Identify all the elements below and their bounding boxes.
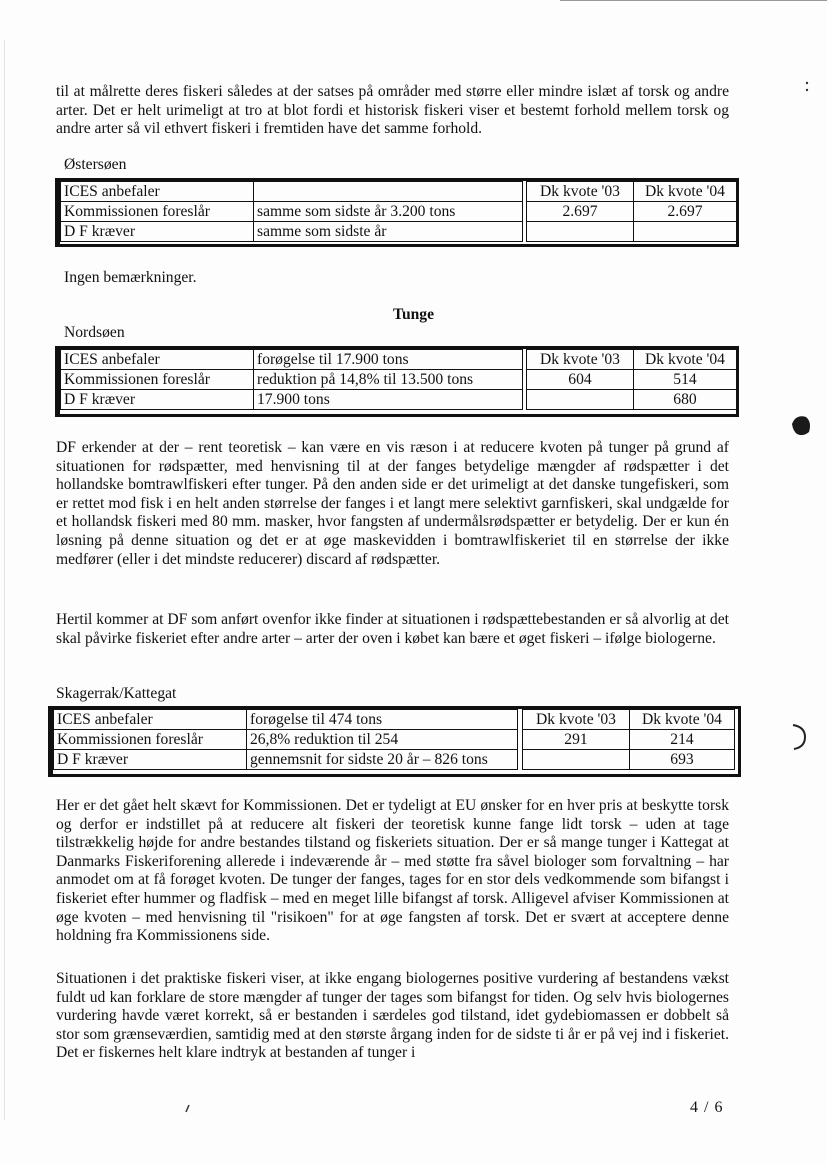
- quota-header: Dk kvote '04: [634, 182, 737, 202]
- row-label: D F kræver: [54, 750, 247, 770]
- quota-value: 291: [523, 730, 630, 750]
- quota-value: [634, 222, 737, 242]
- table-row: [523, 710, 735, 730]
- paragraph-df-erkender: DF erkender at der – rent teoretisk – kan være en vis ræson i at reducere kvoten på tunger på grund af situationen for rødspætter, med henvisning til at der fanges betydelige mængder af rødspætter i det hollandske bomtrawlfiskeri efter tunger. På den anden side er det urimeligt at det danske tungefiskeri, som er rettet mod fisk i en helt anden størrelse der fanges i et langt mere selektivt garnfiskeri, skal undgælde for et hollandsk fiskeri med 80 mm. masker, hvor fangsten af undermålsrødspætter er betydelig. Der er kun én løsning på denne situation og det er at øge maskevidden i bomtrawlfiskeriet til en størrelse der ikke medfører (eller i det mindste reducerer) discard af rødspætter.: [56, 439, 729, 568]
- quota-header: Dk kvote '04: [630, 710, 735, 730]
- table-row: [61, 370, 523, 390]
- quota-value: [523, 750, 630, 770]
- scan-edge-line: [560, 0, 827, 1]
- table-row: [527, 182, 737, 202]
- table-row: [61, 350, 523, 370]
- skagerrak-quota-table: [522, 709, 735, 770]
- table-row: [523, 730, 735, 750]
- quota-value: 693: [630, 750, 735, 770]
- row-value: 17.900 tons: [254, 390, 523, 410]
- row-label: Kommissionen foreslår: [54, 730, 247, 750]
- heading-tunge: Tunge: [392, 306, 435, 323]
- row-label: ICES anbefaler: [54, 710, 247, 730]
- row-label: ICES anbefaler: [61, 182, 254, 202]
- row-value: reduktion på 14,8% til 13.500 tons: [254, 370, 523, 390]
- quota-value: 514: [634, 370, 737, 390]
- margin-bracket-mark-icon: [790, 722, 810, 752]
- intro-paragraph: til at målrette deres fiskeri således at der satses på områder med større eller mindre islæt af torsk og andre arter. Det er helt urimeligt at tro at blot fordi et historisk fiskeri viser et bestemt forhold mellem torsk og andre arter så vil ethvert fiskeri i fremtiden have det samme forhold.: [56, 83, 729, 138]
- paragraph-hertil: Hertil kommer at DF som anført ovenfor ikke finder at situationen i rødspættebestanden er så alvorlig at det skal påvirke fiskeriet efter andre arter – arter der oven i købet kan bære et øget fiskeri – ifølge biologerne.: [56, 611, 729, 647]
- stray-tick-mark-icon: [184, 1104, 192, 1114]
- quota-value: [527, 390, 634, 410]
- skagerrak-requests-table: [53, 709, 518, 770]
- paragraph-situationen: Situationen i det praktiske fiskeri viser, at ikke engang biologernes positive vurdering af bestandens vækst fuldt ud kan forklare de store mængder af tunger der tages som bifangst for tiden. Og selv hvis biologernes vurdering havde været korrekt, så er bestanden i særdeles god tilstand, idet gydebiomassen er dobbelt så stor som grænseværdien, samtidig med at den største årgang inden for de sidste ti år er på vej ind i fiskeriet. Det er fiskernes helt klare indtryk at bestanden af tunger i: [56, 970, 729, 1062]
- nordsoen-quota-table: [526, 349, 737, 410]
- row-value: [254, 182, 523, 202]
- row-value: 26,8% reduktion til 254: [247, 730, 518, 750]
- ostersoen-requests-table: [60, 181, 523, 242]
- quota-value: 2.697: [634, 202, 737, 222]
- nordsoen-requests-table: [60, 349, 523, 410]
- section-label-nordsoen: Nordsøen: [64, 324, 125, 341]
- quota-value: 680: [634, 390, 737, 410]
- table-row: [527, 350, 737, 370]
- table-row: [523, 750, 735, 770]
- paragraph-skaevt: Her er det gået helt skævt for Kommissionen. Det er tydeligt at EU ønsker for en hver pris at beskytte torsk og derfor er indstillet på at reducere alt fiskeri der teoretisk kunne fange lidt torsk – uden at tage tilstrækkelig højde for andre bestandes tilstand og fiskeriets situation. Der er så mange tunger i Kattegat at Danmarks Fiskeriforening allerede i indeværende år – med støtte fra såvel biologer som forvaltning – har anmodet om at få forøget kvoten. De tunger der fanges, tages for en stor dels vedkommende som bifangst i fiskeriet efter hummer og fladfisk – med en meget lille bifangst af torsk. Alligevel afviser Kommissionen at øge kvoten – med henvisning til "risikoen" for at øge fangsten af torsk. Det er svært at acceptere denne holdning fra Kommissionens side.: [56, 797, 729, 945]
- table-row: [527, 390, 737, 410]
- table-row: [61, 202, 523, 222]
- row-label: Kommissionen foreslår: [61, 202, 254, 222]
- quota-header: Dk kvote '04: [634, 350, 737, 370]
- scan-edge-shadow: [4, 40, 5, 1120]
- row-label: D F kræver: [61, 222, 254, 242]
- row-label: D F kræver: [61, 390, 254, 410]
- row-value: samme som sidste år 3.200 tons: [254, 202, 523, 222]
- row-value: forøgelse til 17.900 tons: [254, 350, 523, 370]
- table-row: [527, 370, 737, 390]
- table-row: [54, 750, 518, 770]
- quota-value: 604: [527, 370, 634, 390]
- table-row: [61, 390, 523, 410]
- table-row: [54, 730, 518, 750]
- quota-header: Dk kvote '03: [523, 710, 630, 730]
- row-label: ICES anbefaler: [61, 350, 254, 370]
- table-row: [527, 222, 737, 242]
- margin-dot-mark-icon: [804, 80, 810, 94]
- row-value: forøgelse til 474 tons: [247, 710, 518, 730]
- punch-hole-mark-icon: [788, 412, 814, 438]
- page-number: 4 / 6: [690, 1099, 724, 1116]
- quota-value: 2.697: [527, 202, 634, 222]
- quota-value: 214: [630, 730, 735, 750]
- quota-header: Dk kvote '03: [527, 350, 634, 370]
- section-label-skagerrak: Skagerrak/Kattegat: [56, 685, 177, 702]
- ostersoen-quota-table: [526, 181, 737, 242]
- table-row: [54, 710, 518, 730]
- no-comments-text: Ingen bemærkninger.: [64, 269, 197, 286]
- quota-header: Dk kvote '03: [527, 182, 634, 202]
- table-row: [61, 182, 523, 202]
- row-value: samme som sidste år: [254, 222, 523, 242]
- row-label: Kommissionen foreslår: [61, 370, 254, 390]
- section-label-ostersoen: Østersøen: [64, 156, 127, 173]
- table-row: [61, 222, 523, 242]
- quota-value: [527, 222, 634, 242]
- row-value: gennemsnit for sidste 20 år – 826 tons: [247, 750, 518, 770]
- table-row: [527, 202, 737, 222]
